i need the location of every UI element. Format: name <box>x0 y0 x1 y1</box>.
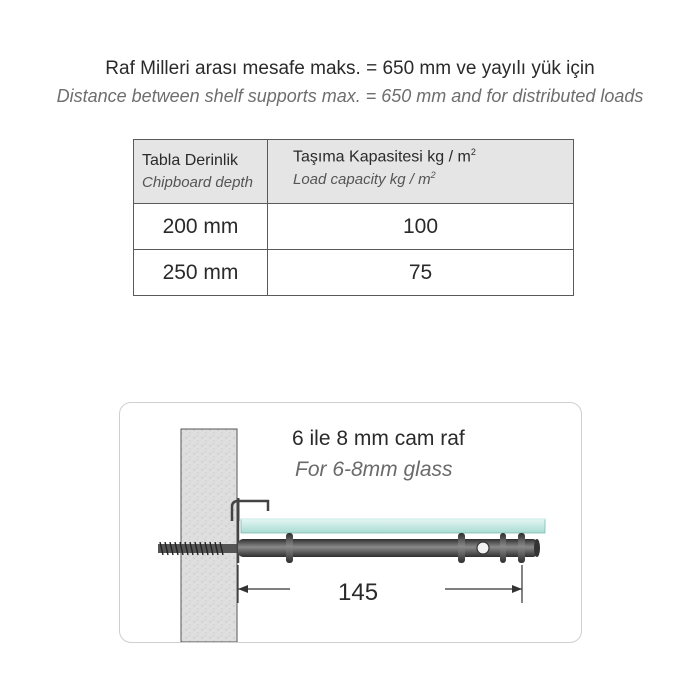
wall-section-icon <box>181 429 237 642</box>
depth-cell: 250 mm <box>134 250 268 296</box>
heading-english: Distance between shelf supports max. = 650 mm and for distributed loads <box>56 86 644 106</box>
heading-turkish: Raf Milleri arası mesafe maks. = 650 mm ve yayılı yük için <box>105 58 595 79</box>
capacity-cell: 100 <box>268 204 574 250</box>
header-capacity-en: Load capacity kg / $m^2$ <box>293 170 436 189</box>
table-row <box>134 250 574 296</box>
header-capacity <box>268 140 574 204</box>
glass-shelf-icon <box>241 519 545 533</box>
header-depth <box>134 140 268 204</box>
glass-label-english: For 6-8mm glass <box>295 458 453 481</box>
header-depth-en: Chipboard depth <box>142 174 253 191</box>
dimension-value: 145 <box>338 579 379 606</box>
dimension-arrow-icon <box>238 565 522 603</box>
glass-shelf-diagram <box>119 402 582 643</box>
table-header-row <box>134 140 574 204</box>
load-capacity-table <box>133 139 574 296</box>
header-capacity-tr: Taşıma Kapasitesi kg / $m^2$ <box>293 147 476 166</box>
header-depth-tr: Tabla Derinlik <box>142 152 239 169</box>
table-row <box>134 204 574 250</box>
support-rod-icon <box>238 533 540 563</box>
glass-label-turkish: 6 ile 8 mm cam raf <box>292 427 465 450</box>
capacity-cell: 75 <box>268 250 574 296</box>
depth-cell: 200 mm <box>134 204 268 250</box>
